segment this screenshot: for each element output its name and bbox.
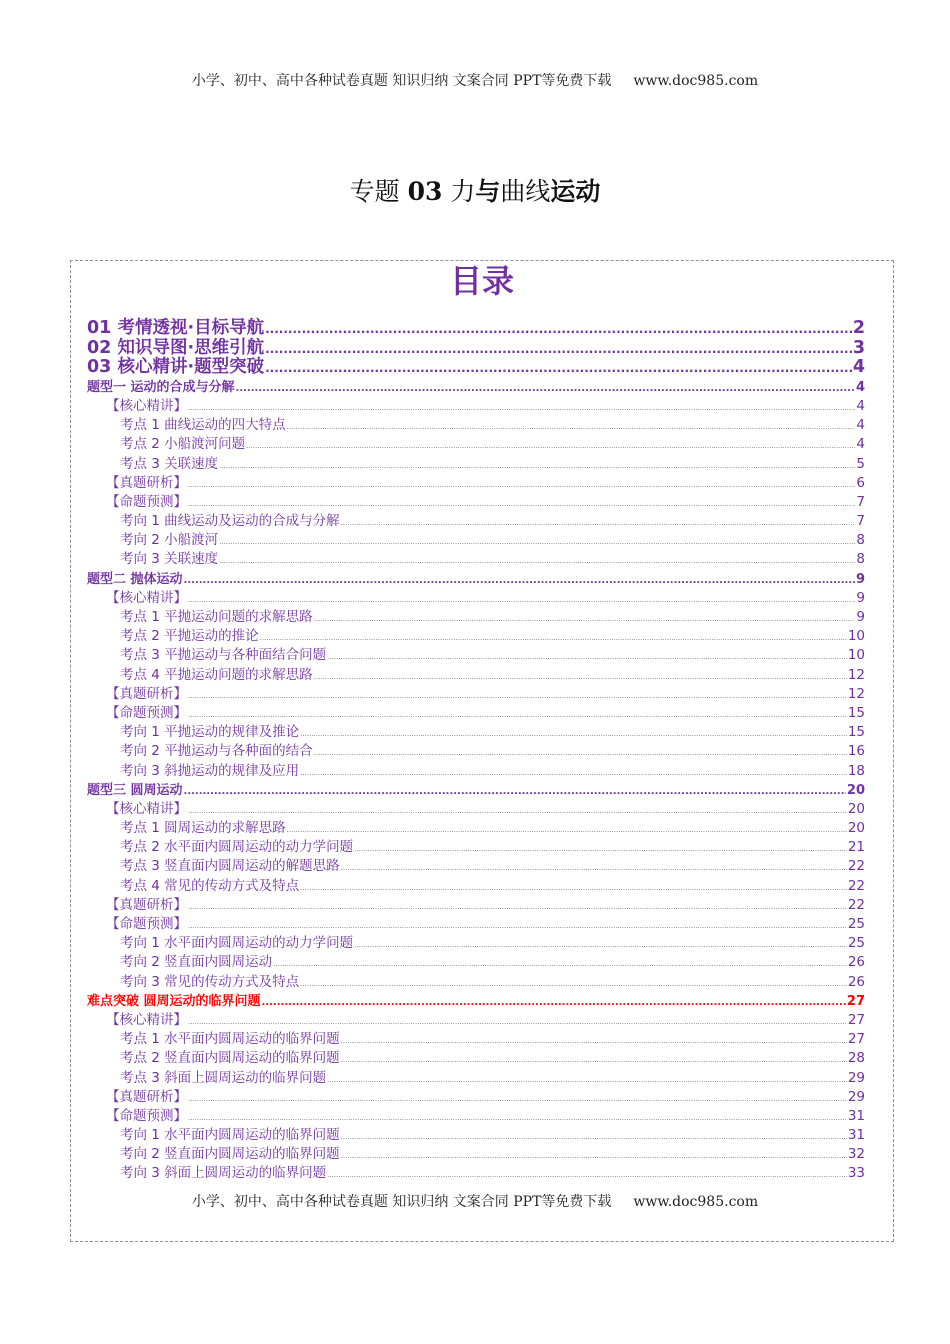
toc-entry-page: 25 (847, 935, 865, 952)
toc-leader-dots (219, 552, 855, 571)
toc-entry[interactable] (87, 781, 865, 800)
toc-entry-label: 考点 3 斜面上圆周运动的临界问题 (120, 1069, 327, 1086)
toc-leader-dots (188, 1090, 847, 1109)
toc-entry[interactable] (87, 857, 865, 876)
toc-entry-page: 15 (847, 704, 865, 721)
toc-entry-label: 考向 3 关联速度 (120, 551, 219, 568)
title-part4: 运动 (550, 177, 601, 206)
toc-entry-label: 【核心精讲】 (106, 1011, 187, 1028)
toc-entry-page: 3 (852, 337, 865, 358)
toc-entry[interactable] (87, 934, 865, 953)
toc-entry[interactable] (87, 1088, 865, 1107)
toc-entry-label: 考向 3 斜抛运动的规律及应用 (120, 762, 300, 779)
toc-leader-dots (354, 936, 847, 955)
toc-entry-page: 2 (852, 318, 865, 338)
toc-leader-dots (246, 437, 855, 456)
toc-entry-page: 9 (856, 589, 865, 606)
toc-entry[interactable] (87, 973, 865, 992)
toc-entry-page: 27 (846, 993, 865, 1009)
toc-leader-dots (265, 359, 852, 379)
toc-leader-dots (265, 340, 852, 360)
toc-leader-dots (188, 476, 855, 495)
toc-entry-page: 4 (855, 379, 865, 395)
footer-text: 小学、初中、高中各种试卷真题 知识归纳 文案合同 PPT等免费下载 (191, 1194, 612, 1210)
toc-entry-label: 考向 3 常见的传动方式及特点 (120, 973, 300, 990)
toc-leader-dots (300, 879, 847, 898)
toc-entry-page: 12 (847, 666, 865, 683)
toc-entry-label: 考点 1 水平面内圆周运动的临界问题 (120, 1031, 340, 1048)
toc-entry[interactable] (87, 319, 865, 339)
toc-entry-label: 【命题预测】 (106, 704, 187, 721)
toc-entry-page: 22 (847, 858, 865, 875)
toc-entry-label: 考向 1 平抛运动的规律及推论 (120, 724, 300, 741)
toc-leader-dots (219, 457, 855, 476)
toc-leader-dots (341, 1147, 847, 1166)
toc-leader-dots (314, 610, 856, 629)
title-num: 03 (407, 177, 443, 206)
toc-leader-dots (300, 764, 847, 783)
toc-leader-dots (188, 399, 855, 418)
toc-entry-page: 29 (847, 1069, 865, 1086)
toc-leader-dots (184, 571, 855, 590)
toc-entry-label: 考点 2 小船渡河问题 (120, 436, 246, 453)
toc-entry-page: 29 (847, 1088, 865, 1105)
toc-entry-page: 7 (856, 513, 865, 530)
toc-entry-label: 考点 1 平抛运动问题的求解思路 (120, 609, 313, 626)
toc-entry[interactable] (87, 800, 865, 819)
toc-heading: 目录 (449, 262, 514, 300)
toc-entry[interactable] (87, 992, 865, 1011)
footer-site: www.doc985.com (633, 1194, 759, 1210)
toc-list (87, 319, 865, 1184)
toc-entry-label: 考向 2 平抛运动与各种面的结合 (120, 743, 313, 760)
toc-entry-page: 31 (847, 1127, 865, 1144)
toc-leader-dots (341, 514, 856, 533)
toc-entry-label: 考向 2 小船渡河 (120, 532, 219, 549)
toc-leader-dots (354, 840, 847, 859)
toc-entry-page: 20 (847, 820, 865, 837)
toc-entry-label: 02 知识导图·思维引航 (87, 337, 265, 358)
toc-entry[interactable] (87, 1011, 865, 1030)
toc-entry[interactable] (87, 1145, 865, 1164)
toc-entry-label: 考点 1 曲线运动的四大特点 (120, 417, 286, 434)
toc-entry-label: 考点 2 竖直面内圆周运动的临界问题 (120, 1050, 340, 1067)
toc-entry[interactable] (87, 339, 865, 359)
toc-entry-label: 考点 2 平抛运动的推论 (120, 628, 259, 645)
toc-leader-dots (262, 993, 846, 1012)
toc-entry-label: 【核心精讲】 (106, 589, 187, 606)
title-part3: 曲线 (500, 177, 551, 206)
toc-entry[interactable] (87, 570, 865, 589)
toc-entry[interactable] (87, 1030, 865, 1049)
toc-entry[interactable] (87, 608, 865, 627)
toc-entry-page: 4 (852, 357, 865, 378)
toc-entry-label: 考向 3 斜面上圆周运动的临界问题 (120, 1165, 327, 1182)
toc-entry[interactable] (87, 685, 865, 704)
toc-entry-page: 22 (847, 896, 865, 913)
toc-entry-label: 03 核心精讲·题型突破 (87, 357, 265, 378)
toc-leader-dots (341, 1051, 847, 1070)
toc-entry[interactable] (87, 1069, 865, 1088)
toc-entry-label: 考向 2 竖直面内圆周运动 (120, 954, 273, 971)
toc-entry-page: 8 (856, 532, 865, 549)
toc-entry-page: 26 (847, 973, 865, 990)
toc-entry-page: 21 (847, 839, 865, 856)
toc-entry-label: 考点 3 平抛运动与各种面结合问题 (120, 647, 327, 664)
toc-entry[interactable] (87, 474, 865, 493)
toc-entry-page: 9 (856, 609, 865, 626)
toc-entry-page: 6 (856, 474, 865, 491)
toc-entry[interactable] (87, 512, 865, 531)
toc-entry-page: 31 (847, 1107, 865, 1124)
toc-entry-label: 考点 2 水平面内圆周运动的动力学问题 (120, 839, 354, 856)
toc-entry-label: 【真题研析】 (106, 1088, 187, 1105)
toc-entry[interactable] (87, 1164, 865, 1183)
toc-leader-dots (219, 533, 855, 552)
toc-entry[interactable] (87, 953, 865, 972)
title-part1: 力 (450, 177, 476, 206)
toc-entry-label: 题型三 圆周运动 (87, 782, 183, 798)
toc-entry-page: 10 (847, 628, 865, 645)
toc-leader-dots (327, 1166, 847, 1185)
toc-entry-page: 18 (847, 762, 865, 779)
toc-entry[interactable] (87, 742, 865, 761)
toc-entry-page: 7 (856, 493, 865, 510)
toc-entry[interactable] (87, 416, 865, 435)
header-text: 小学、初中、高中各种试卷真题 知识归纳 文案合同 PPT等免费下载 (191, 73, 612, 89)
toc-entry-label: 题型二 抛体运动 (87, 571, 183, 587)
toc-entry-label: 考点 3 关联速度 (120, 455, 219, 472)
toc-entry-page: 26 (847, 954, 865, 971)
toc-entry-page: 10 (847, 647, 865, 664)
toc-entry[interactable] (87, 589, 865, 608)
table-of-contents (70, 260, 894, 1242)
toc-entry-page: 20 (846, 782, 865, 798)
toc-entry-label: 【核心精讲】 (106, 397, 187, 414)
toc-leader-dots (273, 955, 847, 974)
page-header (0, 70, 950, 90)
toc-entry-page: 4 (856, 417, 865, 434)
toc-leader-dots (300, 725, 847, 744)
header-site: www.doc985.com (633, 73, 759, 89)
toc-entry-page: 9 (855, 571, 865, 587)
toc-entry[interactable] (87, 493, 865, 512)
toc-entry[interactable] (87, 1126, 865, 1145)
toc-entry-label: 考向 1 水平面内圆周运动的动力学问题 (120, 935, 354, 952)
title-prefix: 专题 (349, 177, 400, 206)
toc-leader-dots (300, 975, 847, 994)
toc-entry-label: 【命题预测】 (106, 493, 187, 510)
toc-leader-dots (341, 1032, 847, 1051)
title-part2: 与 (475, 177, 501, 206)
toc-leader-dots (314, 668, 847, 687)
toc-leader-dots (236, 379, 855, 398)
toc-leader-dots (260, 629, 847, 648)
toc-entry-page: 5 (856, 455, 865, 472)
toc-leader-dots (341, 1128, 847, 1147)
toc-entry[interactable] (87, 455, 865, 474)
toc-leader-dots (265, 320, 852, 340)
toc-leader-dots (314, 744, 847, 763)
toc-entry-label: 01 考情透视·目标导航 (87, 318, 265, 338)
toc-entry[interactable] (87, 397, 865, 416)
toc-entry[interactable] (87, 838, 865, 857)
toc-entry-label: 考点 4 常见的传动方式及特点 (120, 877, 300, 894)
toc-leader-dots (188, 687, 847, 706)
toc-entry[interactable] (87, 704, 865, 723)
toc-entry[interactable] (87, 1107, 865, 1126)
toc-entry[interactable] (87, 1049, 865, 1068)
toc-entry-page: 16 (847, 743, 865, 760)
page-footer (0, 1191, 950, 1211)
toc-entry[interactable] (87, 627, 865, 646)
toc-entry-label: 考点 1 圆周运动的求解思路 (120, 820, 286, 837)
toc-leader-dots (188, 802, 847, 821)
toc-entry[interactable] (87, 646, 865, 665)
toc-entry[interactable] (87, 378, 865, 397)
toc-leader-dots (287, 418, 856, 437)
toc-leader-dots (287, 821, 847, 840)
toc-entry-label: 考向 1 曲线运动及运动的合成与分解 (120, 513, 340, 530)
toc-entry-page: 15 (847, 724, 865, 741)
toc-entry-page: 4 (856, 436, 865, 453)
toc-entry-label: 题型一 运动的合成与分解 (87, 379, 235, 395)
toc-entry[interactable] (87, 819, 865, 838)
toc-entry[interactable] (87, 896, 865, 915)
toc-entry-page: 33 (847, 1165, 865, 1182)
toc-leader-dots (184, 782, 846, 801)
toc-entry[interactable] (87, 666, 865, 685)
toc-leader-dots (327, 1071, 847, 1090)
toc-entry-label: 【真题研析】 (106, 474, 187, 491)
toc-entry-page: 27 (847, 1031, 865, 1048)
toc-entry[interactable] (87, 531, 865, 550)
toc-entry-label: 【真题研析】 (106, 896, 187, 913)
toc-entry-page: 27 (847, 1011, 865, 1028)
toc-entry-page: 12 (847, 685, 865, 702)
toc-entry-label: 【真题研析】 (106, 685, 187, 702)
toc-entry-page: 28 (847, 1050, 865, 1067)
toc-entry[interactable] (87, 723, 865, 742)
toc-entry[interactable] (87, 877, 865, 896)
toc-entry-label: 【核心精讲】 (106, 800, 187, 817)
toc-entry[interactable] (87, 358, 865, 378)
toc-entry-label: 【命题预测】 (106, 916, 187, 933)
toc-entry[interactable] (87, 762, 865, 781)
toc-entry-page: 8 (856, 551, 865, 568)
toc-entry-label: 考向 2 竖直面内圆周运动的临界问题 (120, 1146, 340, 1163)
toc-entry[interactable] (87, 550, 865, 569)
toc-entry[interactable] (87, 435, 865, 454)
toc-entry-label: 难点突破 圆周运动的临界问题 (87, 993, 261, 1009)
toc-leader-dots (327, 648, 847, 667)
toc-entry-label: 考向 1 水平面内圆周运动的临界问题 (120, 1127, 340, 1144)
toc-entry[interactable] (87, 915, 865, 934)
toc-entry-page: 4 (856, 397, 865, 414)
document-title (0, 172, 950, 208)
toc-leader-dots (341, 859, 847, 878)
toc-entry-label: 【命题预测】 (106, 1107, 187, 1124)
toc-entry-page: 25 (847, 916, 865, 933)
toc-leader-dots (188, 898, 847, 917)
toc-entry-page: 22 (847, 877, 865, 894)
toc-entry-page: 32 (847, 1146, 865, 1163)
toc-entry-label: 考点 4 平抛运动问题的求解思路 (120, 666, 313, 683)
toc-entry-label: 考点 3 竖直面内圆周运动的解题思路 (120, 858, 340, 875)
toc-entry-page: 20 (847, 800, 865, 817)
